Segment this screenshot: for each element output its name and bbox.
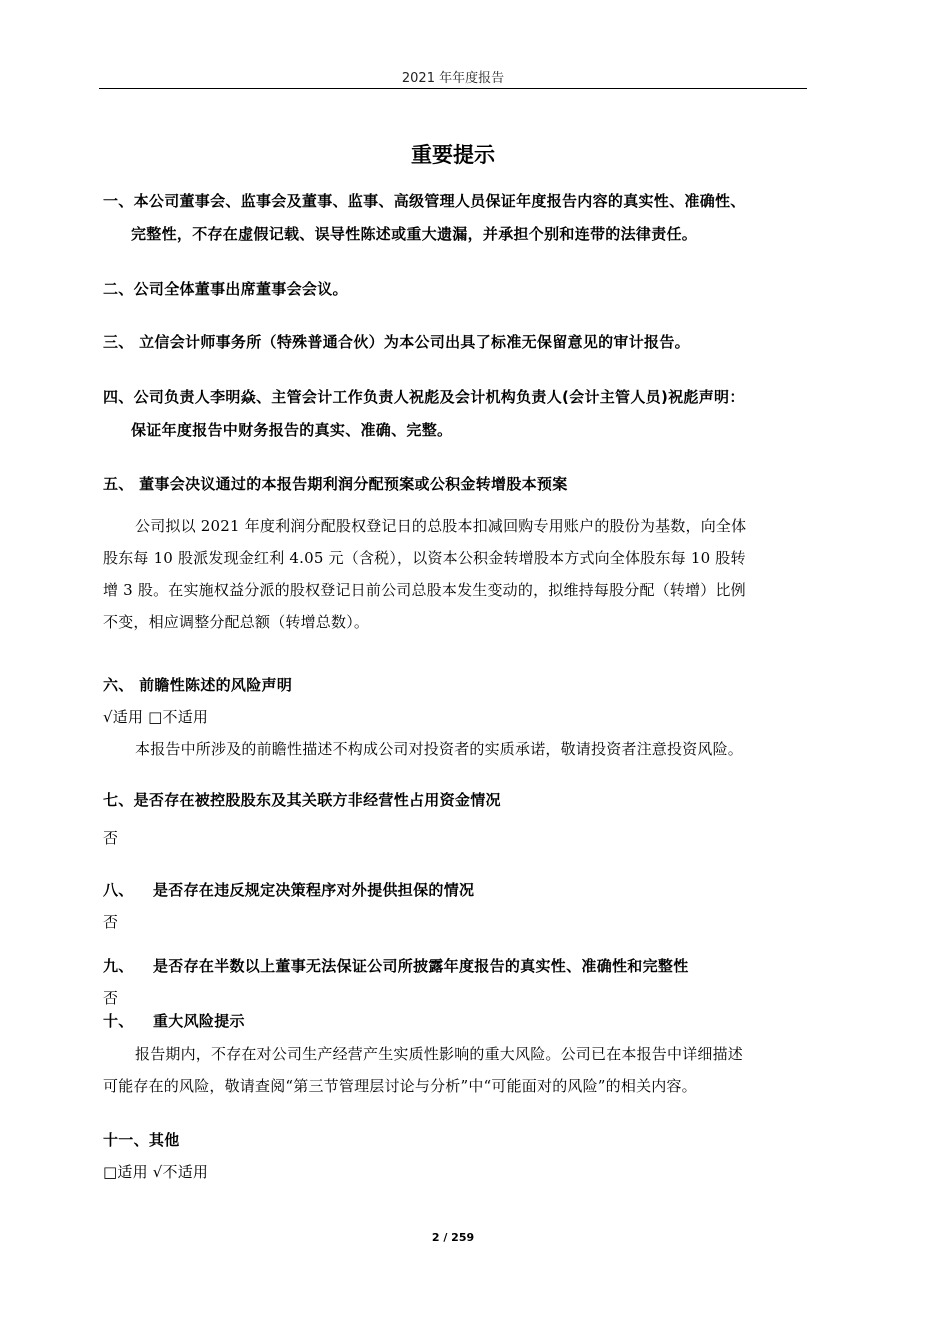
- item-9-number: 九、: [103, 957, 134, 975]
- item-6-heading: 六、 前瞻性陈述的风险声明: [103, 676, 293, 694]
- item-10-heading: 重大风险提示: [153, 1012, 245, 1030]
- item-11-heading: 十一、其他: [103, 1131, 180, 1149]
- item-4-line-2: 保证年度报告中财务报告的真实、准确、完整。: [131, 421, 453, 439]
- item-10-para-line-1: 报告期内，不存在对公司生产经营产生实质性影响的重大风险。公司已在本报告中详细描述: [135, 1045, 744, 1063]
- item-2: 二、公司全体董事出席董事会会议。: [103, 280, 348, 298]
- item-5-para-line-2: 股东每 10 股派发现金红利 4.05 元（含税），以资本公积金转增股本方式向全体股东每 10 股转: [103, 549, 746, 567]
- header-rule: [99, 88, 807, 89]
- item-5-para-line-3: 增 3 股。在实施权益分派的股权登记日前公司总股本发生变动的，拟维持每股分配（转增）比例: [103, 581, 746, 599]
- item-3: 三、 立信会计师事务所（特殊普通合伙）为本公司出具了标准无保留意见的审计报告。: [103, 333, 690, 351]
- item-7-heading: 七、是否存在被控股股东及其关联方非经营性占用资金情况: [103, 791, 501, 809]
- item-8-heading: 是否存在违反规定决策程序对外提供担保的情况: [153, 881, 475, 899]
- item-11-applicability: □适用 √不适用: [103, 1163, 209, 1181]
- item-6-para: 本报告中所涉及的前瞻性描述不构成公司对投资者的实质承诺，敬请投资者注意投资风险。: [135, 740, 744, 758]
- item-5-heading: 五、 董事会决议通过的本报告期利润分配预案或公积金转增股本预案: [103, 475, 568, 493]
- item-4-line-1: 四、公司负责人李明焱、主管会计工作负责人祝彪及会计机构负责人(会计主管人员)祝彪声明：: [103, 388, 745, 406]
- page-title: 重要提示: [411, 143, 495, 167]
- item-8-answer: 否: [103, 913, 119, 931]
- item-10-number: 十、: [103, 1012, 134, 1030]
- item-9-heading: 是否存在半数以上董事无法保证公司所披露年度报告的真实性、准确性和完整性: [153, 957, 689, 975]
- item-7-answer: 否: [103, 829, 119, 847]
- item-8-number: 八、: [103, 881, 134, 899]
- item-5-para-line-4: 不变，相应调整分配总额（转增总数）。: [103, 613, 370, 631]
- item-5-para-line-1: 公司拟以 2021 年度利润分配股权登记日的总股本扣减回购专用账户的股份为基数，向全体: [135, 517, 747, 535]
- item-6-applicability: √适用 □不适用: [103, 708, 209, 726]
- item-1-line-1: 一、本公司董事会、监事会及董事、监事、高级管理人员保证年度报告内容的真实性、准确性、: [103, 192, 746, 210]
- item-1-line-2: 完整性，不存在虚假记载、误导性陈述或重大遗漏，并承担个别和连带的法律责任。: [131, 225, 698, 243]
- running-header: 2021 年年度报告: [401, 71, 505, 86]
- item-9-answer: 否: [103, 989, 119, 1007]
- page-number: 2 / 259: [431, 1231, 475, 1244]
- item-10-para-line-2: 可能存在的风险，敬请查阅“第三节管理层讨论与分析”中“可能面对的风险”的相关内容。: [103, 1077, 697, 1095]
